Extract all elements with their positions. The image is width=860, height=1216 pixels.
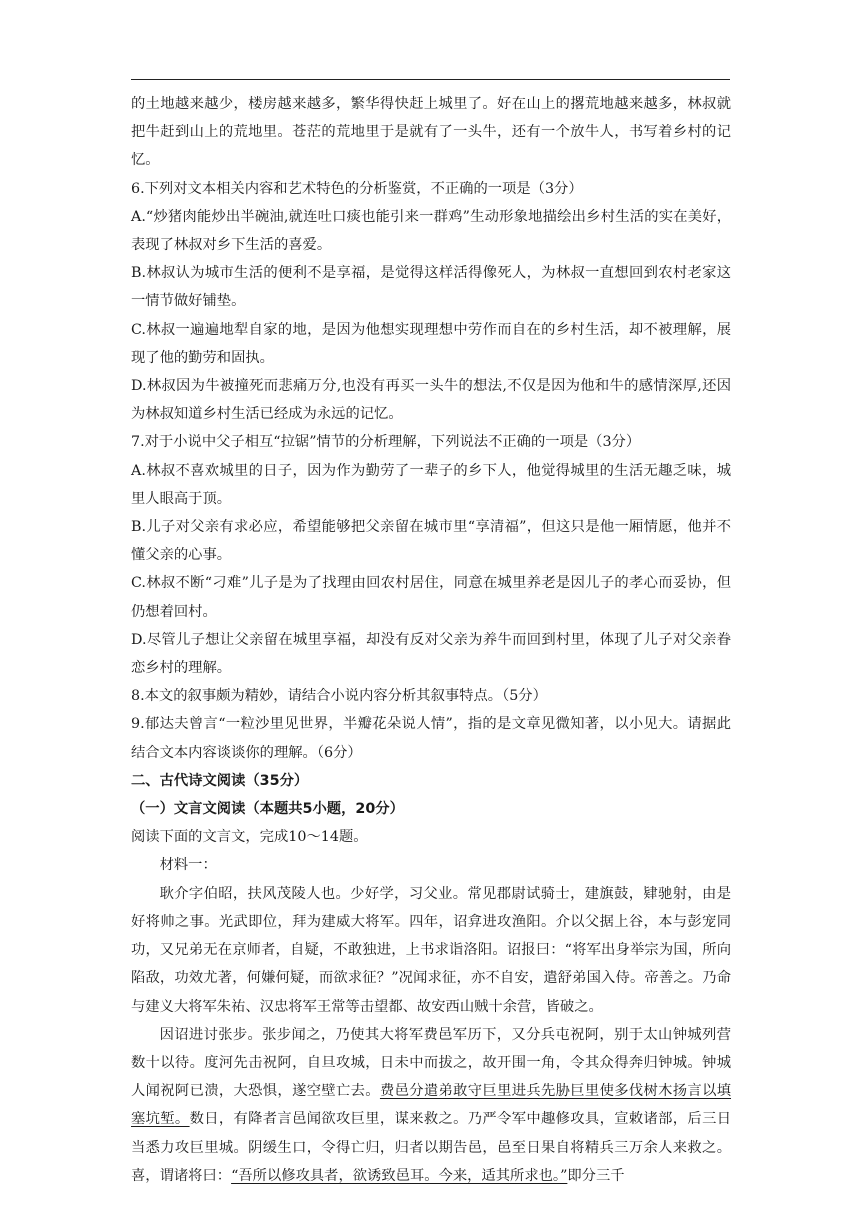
reading-instruction: 阅读下面的文言文，完成10～14题。	[131, 829, 368, 846]
classical-text: 因诏进讨张步。张步闻之，乃使其大将军费邑军历下，又分兵屯祝阿，别于太山钟城列营数十以待。度河先击祝阿，自旦攻城，日未中而拔之，故开围一角，令其众得奔归钟城。钟城人闻祝阿已溃，大恐惧，遂空壁亡去。	[131, 1026, 731, 1100]
underlined-sentence-2: “吾所以修攻具者，欲诱致邑耳。今来，适其所求也。”	[231, 1167, 568, 1184]
section-2-title: 二、古代诗文阅读（35分）	[131, 772, 309, 789]
question-6: 6.下列对文本相关内容和艺术特色的分析鉴赏，不正确的一项是（3分）	[131, 180, 583, 197]
question-6-option-b: B.林叔认为城市生活的便利不是享福，是觉得这样活得像死人，为林叔一直想回到农村老家这一情节做好铺垫。	[131, 265, 731, 310]
question-7: 7.对于小说中父子相互“拉锯”情节的分析理解，下列说法不正确的一项是（3分）	[131, 434, 641, 451]
question-7-option-b: B.儿子对父亲有求必应，希望能够把父亲留在城市里“享清福”，但这只是他一厢情愿，他并不懂父亲的心事。	[131, 519, 731, 564]
material-label: 材料一：	[159, 857, 217, 874]
question-7-option-d: D.尽管儿子想让父亲留在城里享福，却没有反对父亲为养牛而回到村里，体现了儿子对父亲眷恋乡村的理解。	[131, 631, 731, 677]
question-6-option-d: D.林叔因为牛被撞死而悲痛万分,也没有再买一头牛的想法,不仅是因为他和牛的感情深厚,还因为林叔知道乡村生活已经成为永远的记忆。	[131, 378, 731, 423]
question-6-option-a: A.“炒猪肉能炒出半碗油,就连吐口痰也能引来一群鸡”生动形象地描绘出乡村生活的实在美好，表现了林叔对乡下生活的喜爱。	[131, 208, 731, 254]
classical-paragraph-1: 耿介字伯昭，扶风茂陵人也。少好学，习父业。常见郡尉试骑士，建旗鼓，肄驰射，由是好将帅之事。光武即位，拜为建威大将军。四年，诏弇进攻渔阳。介以父据上谷，本与彭宠同功，又兄弟无在京师者，自疑，不敢独进，上书求诣洛阳。诏报曰：“将军出身举宗为国，所向陷敌，功效尤著，何嫌何疑，而欲求征？”况闻求征，亦不自安，遣舒弟国入侍。帝善之。乃命与建义大将军朱祐、汉忠将军王常等击望都、故安西山贼十余营，皆破之。	[131, 885, 731, 1015]
section-2-subtitle: （一）文言文阅读（本题共5小题，20分）	[131, 801, 404, 818]
classical-text: 即分三千	[567, 1167, 625, 1184]
classical-paragraph-2	[131, 1021, 731, 1190]
novel-ending-paragraph: 的土地越来越少，楼房越来越多，繁华得快赶上城里了。好在山上的撂荒地越来越多，林叔就把牛赶到山上的荒地里。苍茫的荒地里于是就有了一头牛，还有一个放牛人，书写着乡村的记忆。	[131, 96, 731, 169]
document-body	[131, 90, 731, 1190]
header-rule	[131, 79, 730, 80]
question-9: 9.郁达夫曾言“一粒沙里见世界，半瓣花朵说人情”，指的是文章见微知著，以小见大。请据此结合文本内容谈谈你的理解。（6分）	[131, 716, 731, 761]
question-7-option-a: A.林叔不喜欢城里的日子，因为作为勤劳了一辈子的乡下人，他觉得城里的生活无趣乏味，城里人眼高于顶。	[131, 462, 731, 507]
classical-text: 数日，有降者言邑闻欲攻巨里，谋来救之。乃严令军中趣修攻具，宣敕诸部，后三日当悉力攻巨里城。阴缓生口，令得亡归，归者以期告邑，邑至日果自将精兵三万余人来救之。喜，谓诸将曰：	[131, 1111, 732, 1184]
question-6-option-c: C.林叔一遍遍地犁自家的地，是因为他想实现理想中劳作而自在的乡村生活，却不被理解，展现了他的勤劳和固执。	[131, 321, 731, 366]
underlined-sentence-1: 费邑分遣弟敢守巨里进兵先胁巨里使多伐树木扬言以填塞坑堑。	[131, 1083, 732, 1128]
question-7-option-c: C.林叔不断“刁难”儿子是为了找理由回农村居住，同意在城里养老是因儿子的孝心而妥协，但仍想着回村。	[131, 575, 731, 620]
question-8: 8.本文的叙事颇为精妙，请结合小说内容分析其叙事特点。（5分）	[131, 688, 547, 705]
